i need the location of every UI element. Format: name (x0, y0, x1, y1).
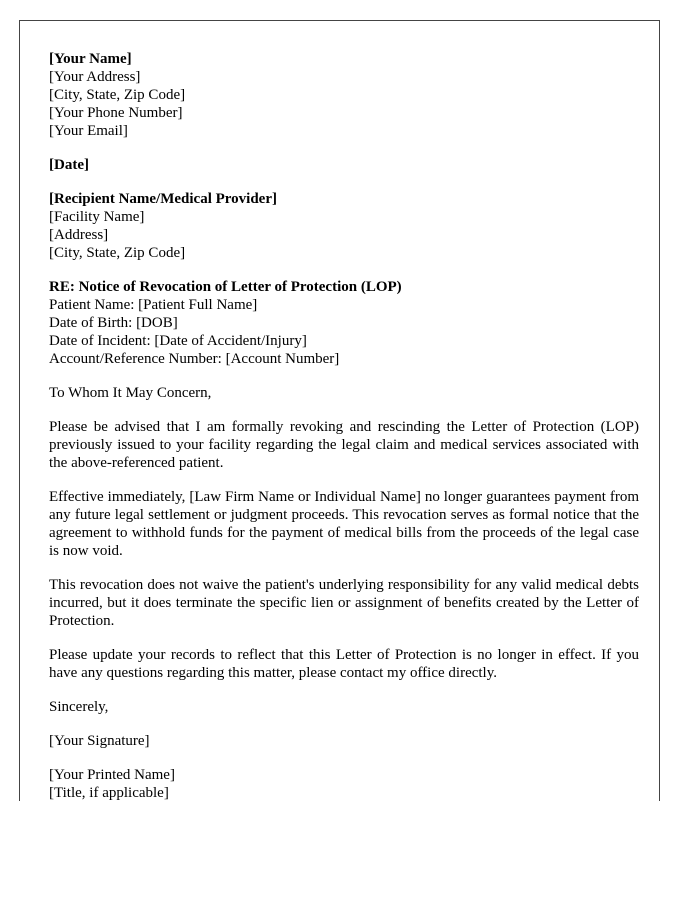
sender-block (49, 50, 639, 140)
letter-content (49, 50, 639, 801)
recipient-name: [Recipient Name/Medical Provider] (49, 191, 277, 207)
patient-name-line: Patient Name: [Patient Full Name] (49, 297, 258, 313)
date-block (49, 156, 639, 174)
printed-name-block (49, 766, 639, 801)
incident-date-line: Date of Incident: [Date of Accident/Injury] (49, 333, 307, 349)
signature-block (49, 732, 639, 750)
signature: [Your Signature] (49, 733, 150, 749)
letter-date: [Date] (49, 157, 89, 173)
reference-block (49, 278, 639, 368)
sender-phone: [Your Phone Number] (49, 105, 183, 121)
letter-page (19, 20, 660, 801)
closing: Sincerely, (49, 699, 109, 715)
recipient-address: [Address] (49, 227, 109, 243)
printed-name: [Your Printed Name] (49, 767, 175, 783)
salutation-block (49, 384, 639, 402)
body-paragraph-effective: Effective immediately, [Law Firm Name or Individual Name] no longer guarantees payment from any future legal settlement or judgment proceeds. This revocation serves as formal notice that the agreement to withhold funds for the payment of medical bills from the proceeds of the legal case is now void. (49, 489, 639, 559)
sender-email: [Your Email] (49, 123, 128, 139)
body-paragraph-revocation: Please be advised that I am formally revoking and rescinding the Letter of Protection (LOP) previously issued to your facility regarding the legal claim and medical services associated with the above-referenced patient. (49, 419, 639, 471)
sender-city-state-zip: [City, State, Zip Code] (49, 87, 186, 103)
account-number-line: Account/Reference Number: [Account Number] (49, 351, 340, 367)
sender-address: [Your Address] (49, 69, 141, 85)
closing-block (49, 698, 639, 716)
recipient-city-state-zip: [City, State, Zip Code] (49, 245, 186, 261)
subject-line: RE: Notice of Revocation of Letter of Protection (LOP) (49, 279, 402, 295)
signer-title: [Title, if applicable] (49, 785, 169, 801)
body-paragraph-responsibility: This revocation does not waive the patient's underlying responsibility for any valid medical debts incurred, but it does terminate the specific lien or assignment of benefits created by the Letter of Protection. (49, 577, 639, 629)
sender-name: [Your Name] (49, 51, 132, 67)
body-paragraph-update-records: Please update your records to reflect that this Letter of Protection is no longer in effect. If you have any questions regarding this matter, please contact my office directly. (49, 647, 639, 681)
salutation: To Whom It May Concern, (49, 385, 212, 401)
dob-line: Date of Birth: [DOB] (49, 315, 178, 331)
recipient-block (49, 190, 639, 262)
recipient-facility: [Facility Name] (49, 209, 145, 225)
